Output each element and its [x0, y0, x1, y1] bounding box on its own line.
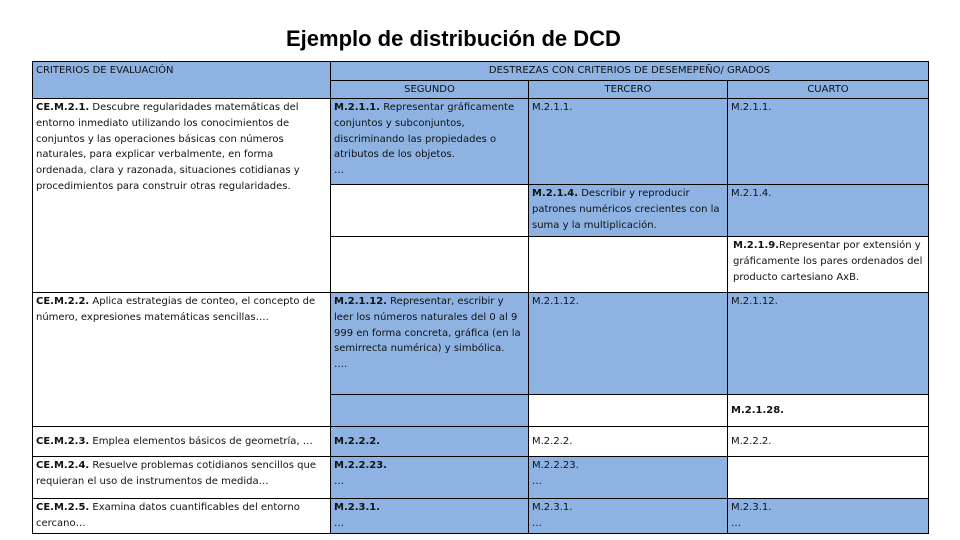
- skill-code: M.2.1.12.: [334, 296, 387, 308]
- skill-code: M.2.1.9.: [733, 240, 780, 252]
- tercero-cell: M.2.1.12.: [529, 293, 728, 395]
- header-grade-segundo: SEGUNDO: [331, 80, 529, 99]
- skill-code: M.2.1.4.: [532, 188, 579, 200]
- criterion-cell: [33, 293, 331, 427]
- skill-text: Representar por extensión y gráficamente los pares ordenados del producto cartesiano AxB.: [733, 240, 923, 283]
- cuarto-cell: M.2.1.12.: [728, 293, 929, 395]
- segundo-cell-empty: [331, 237, 529, 293]
- skill-code: M.2.2.2.: [334, 436, 381, 448]
- header-skills: DESTREZAS CON CRITERIOS DE DESEMEPEÑO/ GRADOS: [331, 62, 929, 81]
- skill-text: M.2.3.1.: [731, 502, 772, 514]
- cuarto-cell: M.2.1.4.: [728, 185, 929, 237]
- segundo-cell-empty: [331, 185, 529, 237]
- table-row: [33, 293, 929, 395]
- skill-text: M.2.2.23.: [532, 460, 579, 472]
- table-row: [33, 457, 929, 499]
- dcd-table: [32, 61, 929, 534]
- criterion-code: CE.M.2.4.: [36, 460, 90, 472]
- cuarto-cell-empty: [728, 457, 929, 499]
- ellipsis: …: [334, 165, 344, 177]
- criterion-text: Emplea elementos básicos de geometría, …: [89, 436, 313, 448]
- criterion-code: CE.M.2.5.: [36, 502, 90, 514]
- ellipsis: …: [532, 476, 542, 488]
- cuarto-cell: [728, 499, 929, 534]
- criterion-text: Examina datos cuantificables del entorno cercano…: [36, 502, 300, 530]
- table-row: [33, 427, 929, 457]
- skill-text: M.2.3.1.: [532, 502, 573, 514]
- segundo-cell: [331, 427, 529, 457]
- segundo-cell: [331, 499, 529, 534]
- segundo-cell: [331, 99, 529, 185]
- segundo-cell-empty: [331, 395, 529, 427]
- segundo-cell: [331, 457, 529, 499]
- skill-code: M.2.1.28.: [731, 405, 784, 417]
- cuarto-cell: M.2.1.1.: [728, 99, 929, 185]
- skill-code: M.2.2.23.: [334, 460, 387, 472]
- tercero-cell: M.2.1.1.: [529, 99, 728, 185]
- table-row: [33, 499, 929, 534]
- ellipsis: …: [731, 518, 741, 530]
- criterion-text: Descubre regularidades matemáticas del entorno inmediato utilizando los conocimientos de conjuntos y las operaciones básicas con números naturales, para explicar verbalmente, en forma ordenada, clara y razonada, situaciones cotidianas y procedimientos para construir otras regularidades.: [36, 102, 300, 192]
- ellipsis: …: [334, 518, 344, 530]
- header-grade-tercero: TERCERO: [529, 80, 728, 99]
- cuarto-cell: [728, 395, 929, 427]
- criterion-text: Aplica estrategias de conteo, el concepto de número, expresiones matemáticas sencillas….: [36, 296, 316, 324]
- skill-text: Representar gráficamente conjuntos y subconjuntos, discriminando las propiedades o atributos de los objetos.: [334, 102, 515, 161]
- segundo-cell: [331, 293, 529, 395]
- header-row: [33, 62, 929, 81]
- criterion-code: CE.M.2.2.: [36, 296, 90, 308]
- skill-text: Representar, escribir y leer los números naturales del 0 al 9 999 en forma concreta, gráfica (en la semirrecta numérica) y simbólica.: [334, 296, 521, 355]
- header-grade-cuarto: CUARTO: [728, 80, 929, 99]
- tercero-cell: M.2.2.2.: [529, 427, 728, 457]
- tercero-cell: [529, 457, 728, 499]
- ellipsis: …: [334, 476, 344, 488]
- skill-text: Describir y reproducir patrones numéricos crecientes con la suma y la multiplicación.: [532, 188, 720, 231]
- criterion-cell: [33, 99, 331, 293]
- criterion-code: CE.M.2.3.: [36, 436, 90, 448]
- tercero-cell-empty: [529, 395, 728, 427]
- tercero-cell-empty: [529, 237, 728, 293]
- criterion-cell: [33, 427, 331, 457]
- tercero-cell: [529, 185, 728, 237]
- criterion-text: Resuelve problemas cotidianos sencillos que requieran el uso de instrumentos de medida…: [36, 460, 316, 488]
- criterion-cell: [33, 457, 331, 499]
- cuarto-cell: [728, 237, 929, 293]
- ellipsis: ….: [334, 359, 348, 371]
- ellipsis: …: [532, 518, 542, 530]
- cuarto-cell: M.2.2.2.: [728, 427, 929, 457]
- criterion-code: CE.M.2.1.: [36, 102, 90, 114]
- page-title: Ejemplo de distribución de DCD: [286, 26, 621, 51]
- header-criteria: CRITERIOS DE EVALUACIÓN: [33, 62, 331, 99]
- criterion-cell: [33, 499, 331, 534]
- skill-code: M.2.3.1.: [334, 502, 381, 514]
- tercero-cell: [529, 499, 728, 534]
- table-row: [33, 99, 929, 185]
- skill-code: M.2.1.1.: [334, 102, 381, 114]
